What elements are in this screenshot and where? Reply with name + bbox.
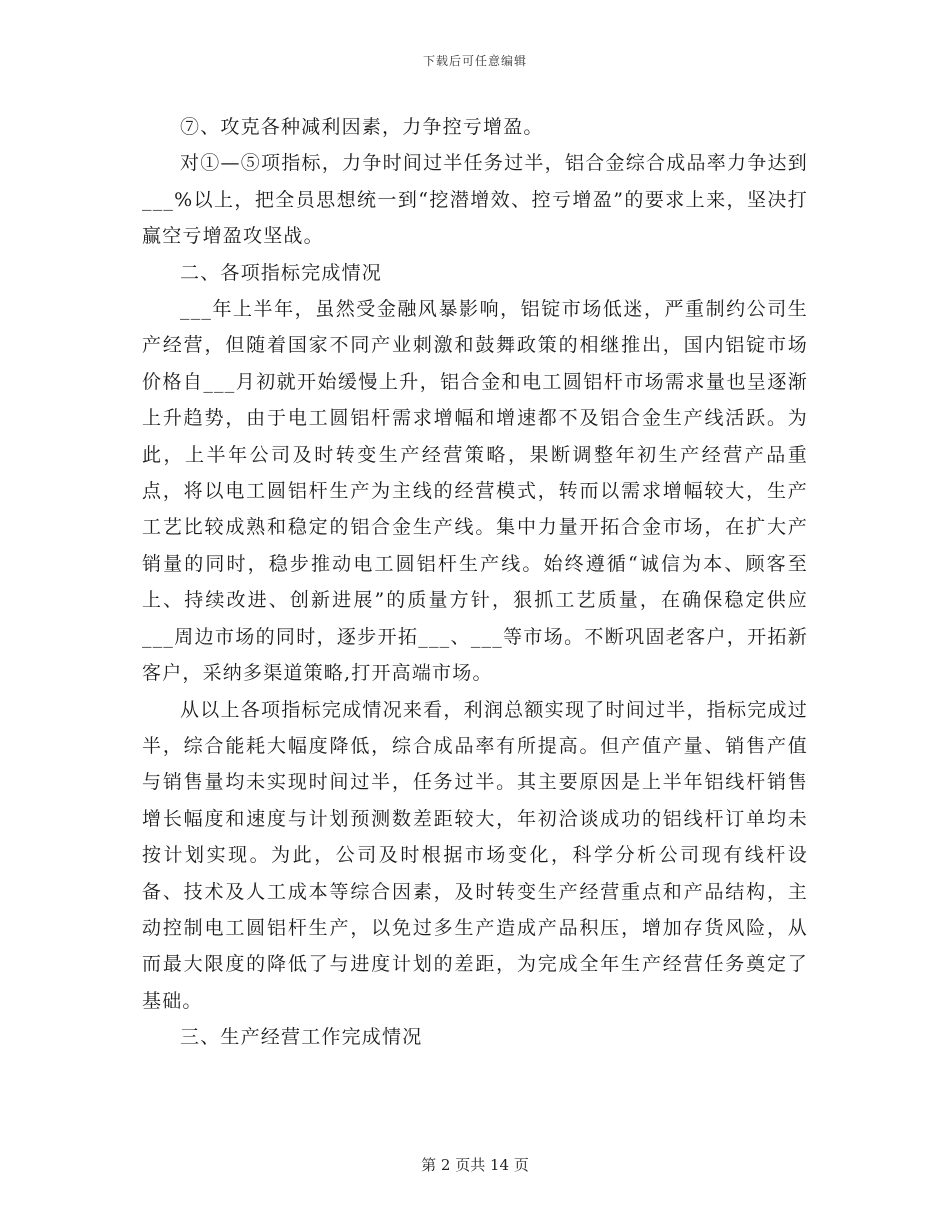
body-paragraph: ___年上半年，虽然受金融风暴影响，铝锭市场低迷，严重制约公司生产经营，但随着国家不同产业刺激和鼓舞政策的相继推出，国内铝锭市场价格自___月初就开始缓慢上升，铝合金和电工圆铝杆市场需求量也呈逐渐上升趋势，由于电工圆铝杆需求增幅和增速都不及铝合金生产线活跃。为此，上半年公司及时转变生产经营策略，果断调整年初生产经营产品重点，将以电工圆铝杆生产为主线的经营模式，转而以需求增幅较大，生产工艺比较成熟和稳定的铝合金生产线。集中力量开拓合金市场，在扩大产销量的同时，稳步推动电工圆铝杆生产线。始终遵循“诚信为本、顾客至上、持续改进、创新进展”的质量方针，狠抓工艺质量，在确保稳定供应___周边市场的同时，逐步开拓___、___等市场。不断巩固老客户，开拓新客户，采纳多渠道策略,打开高端市场。 (142, 298, 808, 685)
document-body (142, 109, 808, 1056)
body-paragraph: 对①—⑤项指标，力争时间过半任务过半，铝合金综合成品率力争达到___%以上，把全员思想统一到“挖潜增效、控亏增盈”的要求上来，坚决打赢空亏增盈攻坚战。 (142, 152, 808, 248)
page-footer: 第 2 页共 14 页 (421, 1156, 529, 1174)
page-header: 下载后可任意编辑 (422, 54, 527, 68)
section-heading: 二、各项指标完成情况 (180, 261, 383, 284)
body-paragraph: 从以上各项指标完成情况来看，利润总额实现了时间过半，指标完成过半，综合能耗大幅度降低，综合成品率有所提高。但产值产量、销售产值与销售量均未实现时间过半，任务过半。其主要原因是上半年铝线杆销售增长幅度和速度与计划预测数差距较大，年初洽谈成功的铝线杆订单均未按计划实现。为此，公司及时根据市场变化，科学分析公司现有线杆设备、技术及人工成本等综合因素，及时转变生产经营重点和产品结构，主动控制电工圆铝杆生产，以免过多生产造成产品积压，增加存货风险，从而最大限度的降低了与进度计划的差距，为完成全年生产经营任务奠定了基础。 (142, 698, 808, 1012)
section-heading: 三、生产经营工作完成情况 (180, 1026, 423, 1049)
body-paragraph: ⑦、攻克各种减利因素，力争控亏增盈。 (180, 116, 544, 138)
